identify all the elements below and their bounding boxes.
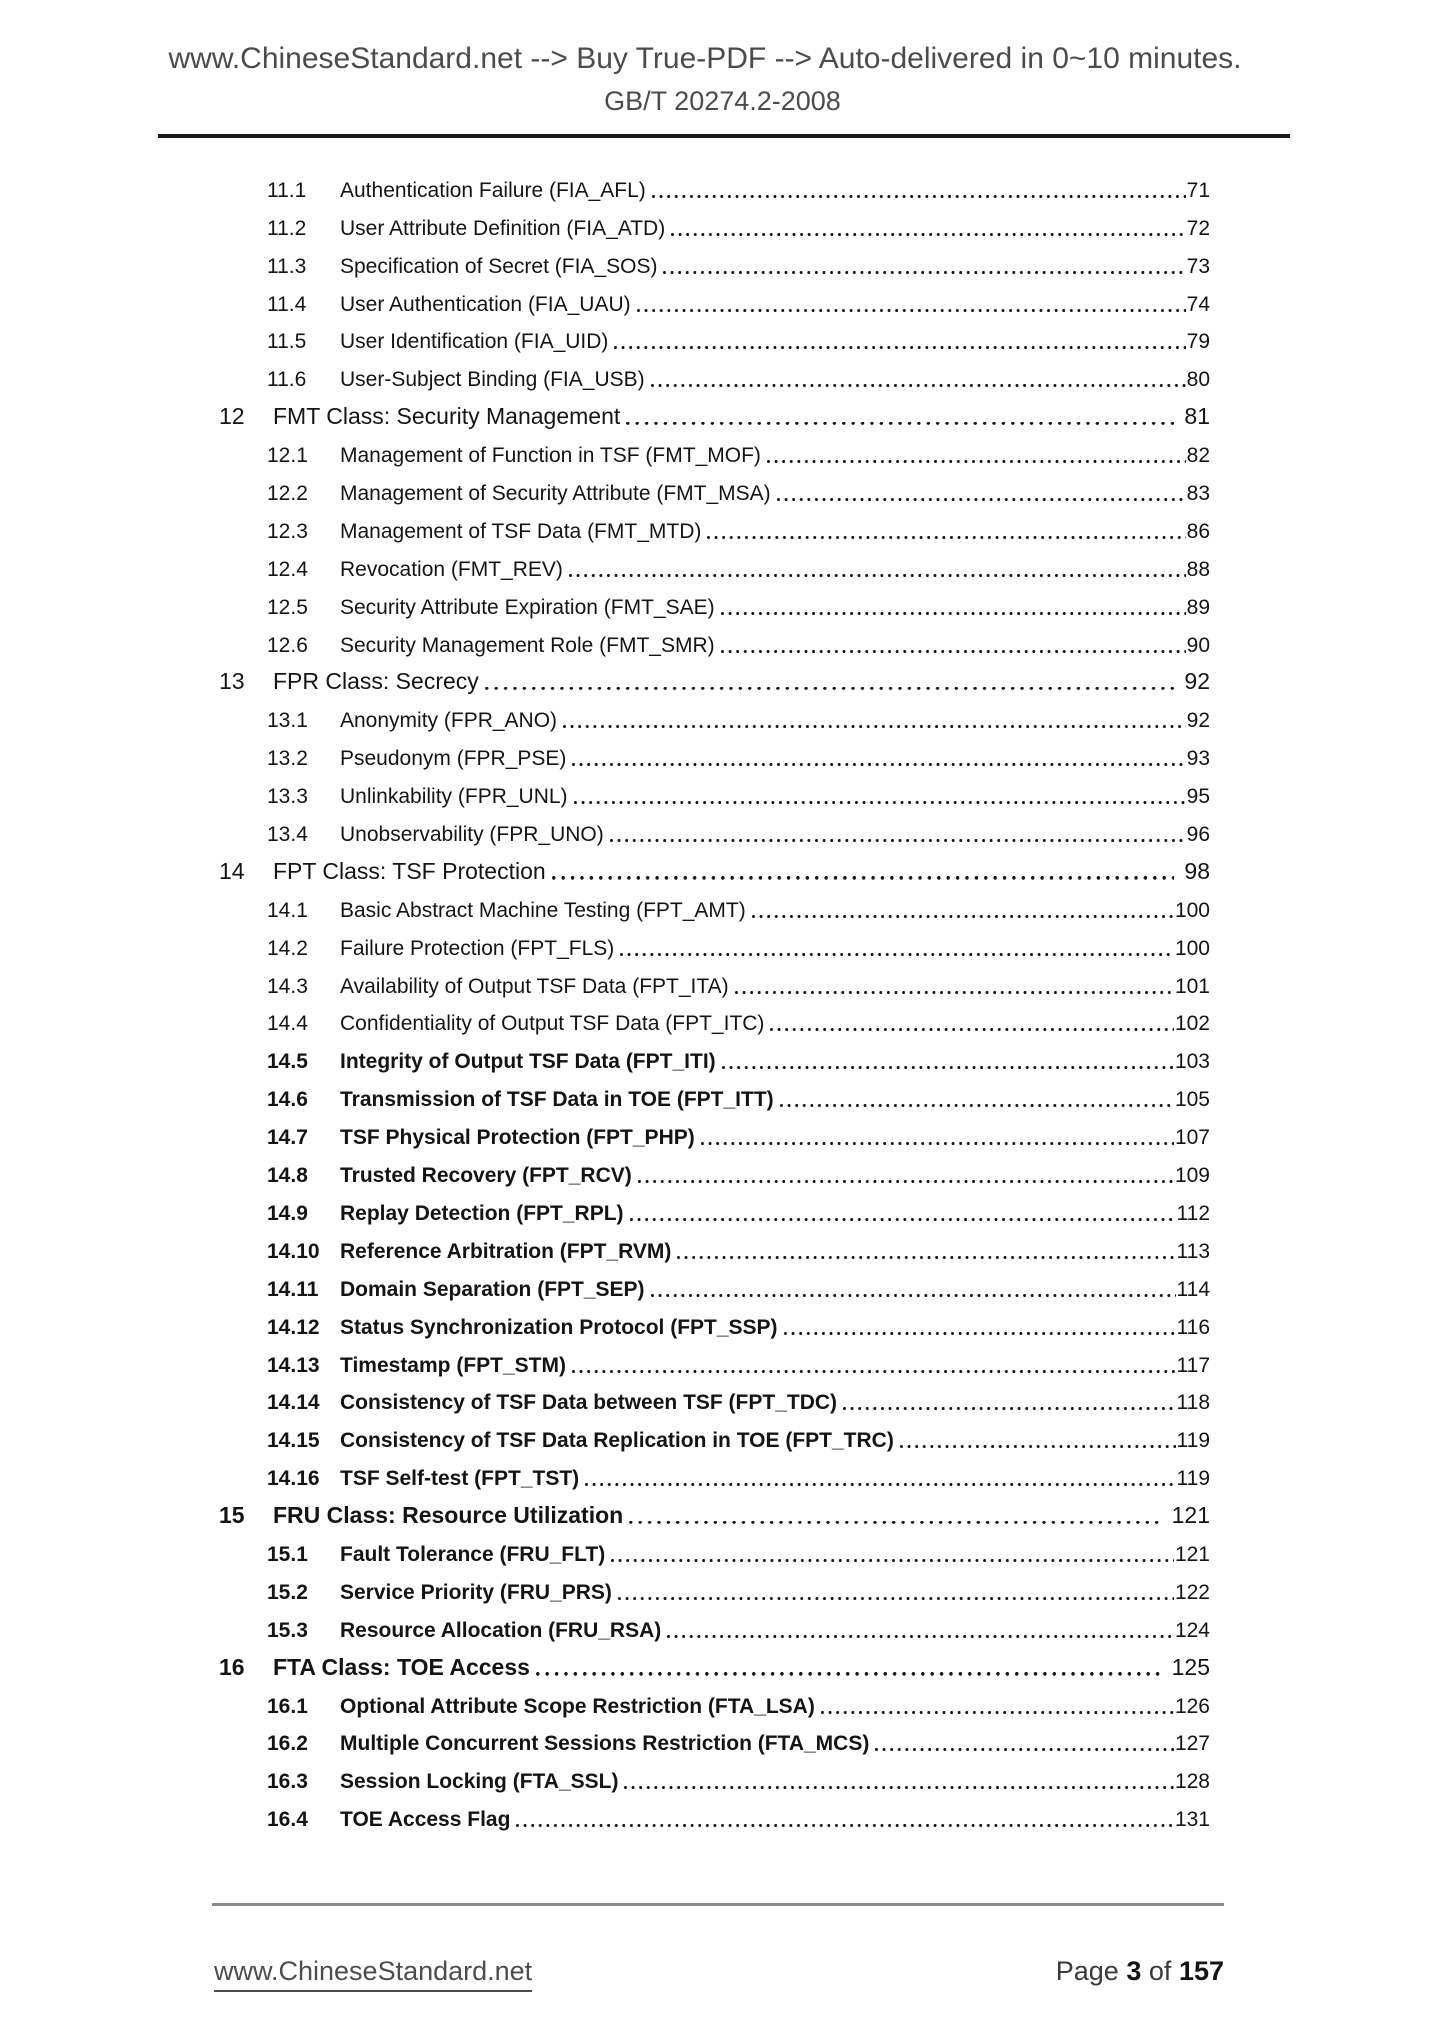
toc-entry-title: Replay Detection (FPT_RPL) [340,1201,624,1225]
toc-entry-page-number: 119 [1176,1467,1210,1491]
toc-entry-title: TOE Access Flag [340,1808,511,1832]
toc-dot-leader [721,650,1186,653]
toc-entry-page-number: 113 [1176,1239,1210,1263]
toc-entry-title: Availability of Output TSF Data (FPT_ITA) [340,974,729,998]
toc-dot-leader [701,1142,1174,1145]
toc-entry [219,1384,1210,1422]
toc-entry [219,1156,1210,1194]
toc-entry [219,853,1210,891]
toc-entry-number: 11.2 [267,216,307,240]
toc-entry [219,1042,1210,1080]
toc-entry [219,1346,1210,1384]
toc-dot-leader [552,876,1175,880]
toc-dot-leader [626,422,1174,426]
toc-dot-leader [569,574,1186,577]
toc-entry-number: 12.1 [267,444,308,468]
toc-entry-page-number: 121 [1174,1542,1210,1566]
toc-entry-page-number: 93 [1186,747,1210,771]
toc-entry [219,1080,1210,1118]
toc-entry-title: Timestamp (FPT_STM) [340,1353,566,1377]
toc-entry-number: 13.4 [267,823,308,847]
toc-entry [219,1800,1210,1838]
toc-dot-leader [767,460,1186,463]
toc-entry [219,929,1210,967]
footer-of-label: of [1148,1956,1172,1986]
toc-entry-page-number: 92 [1184,668,1210,695]
toc-entry [219,247,1210,285]
toc-dot-leader [900,1445,1176,1448]
toc-entry-title: Status Synchronization Protocol (FPT_SSP) [340,1315,778,1339]
toc-entry-number: 15.1 [267,1542,308,1566]
toc-entry-page-number: 81 [1184,403,1210,430]
toc-entry-page-number: 124 [1174,1618,1210,1642]
toc-entry-page-number: 117 [1176,1353,1210,1377]
toc-entry-number: 14.15 [267,1429,320,1453]
toc-entry-page-number: 88 [1186,557,1210,581]
toc-dot-leader [784,1332,1176,1335]
footer-page-label: Page [1055,1956,1119,1986]
toc-entry-number: 14.6 [267,1088,308,1112]
toc-entry-number: 14 [219,857,245,884]
toc-entry-title: Unobservability (FPR_UNO) [340,823,604,847]
toc-entry-number: 14.12 [267,1315,320,1339]
toc-dot-leader [721,612,1186,615]
toc-entry-title: Failure Protection (FPT_FLS) [340,936,615,960]
toc-entry-title: Domain Separation (FPT_SEP) [340,1277,645,1301]
toc-entry-page-number: 80 [1186,368,1210,392]
footer-site-link[interactable]: www.ChineseStandard.net [214,1956,532,1992]
toc-entry [219,701,1210,739]
toc-entry-page-number: 128 [1174,1770,1210,1794]
toc-entry-number: 12 [219,403,245,430]
toc-entry [219,550,1210,588]
toc-entry-title: Session Locking (FTA_SSL) [340,1770,619,1794]
toc-entry [219,815,1210,853]
toc-entry [219,588,1210,626]
toc-entry-number: 14.9 [267,1201,308,1225]
toc-entry-title: FRU Class: Resource Utilization [273,1502,624,1529]
toc-entry-title: FTA Class: TOE Access [273,1653,530,1680]
toc-entry-title: TSF Self-test (FPT_TST) [340,1467,580,1491]
toc-entry [219,1535,1210,1573]
toc-entry-title: Transmission of TSF Data in TOE (FPT_ITT) [340,1088,774,1112]
footer-divider [212,1903,1224,1906]
toc-entry-number: 11.5 [267,330,307,354]
toc-entry-number: 15 [219,1502,245,1529]
toc-entry [219,1194,1210,1232]
toc-dot-leader [780,1104,1174,1107]
toc-dot-leader [610,839,1186,842]
toc-dot-leader [651,384,1186,387]
toc-entry [219,398,1210,436]
toc-entry-page-number: 102 [1174,1012,1210,1036]
toc-entry [219,1459,1210,1497]
toc-entry-page-number: 109 [1174,1164,1210,1188]
toc-entry-page-number: 71 [1186,178,1210,202]
toc-entry-number: 12.3 [267,519,308,543]
toc-entry [219,1308,1210,1346]
toc-entry-page-number: 127 [1174,1732,1210,1756]
toc-entry-page-number: 83 [1186,482,1210,506]
toc-entry [219,664,1210,702]
toc-entry-number: 16 [219,1653,245,1680]
toc-entry-number: 16.2 [267,1732,308,1756]
toc-dot-leader [777,498,1186,501]
toc-entry-number: 12.6 [267,633,308,657]
toc-entry [219,1649,1210,1687]
toc-entry-title: Optional Attribute Scope Restriction (FTA_LSA) [340,1694,815,1718]
toc-entry-number: 14.13 [267,1353,320,1377]
toc-entry-title: Consistency of TSF Data between TSF (FPT_TDC) [340,1391,838,1415]
toc-dot-leader [572,1370,1176,1373]
toc-entry [219,1573,1210,1611]
toc-entry-number: 11.6 [267,368,307,392]
footer-page-indicator [1056,1956,1224,1987]
toc-entry-page-number: 119 [1176,1429,1210,1453]
toc-dot-leader [677,1256,1175,1259]
toc-entry-number: 11.1 [267,178,307,202]
toc-entry-number: 12.2 [267,482,308,506]
toc-entry [219,1762,1210,1800]
toc-entry [219,512,1210,550]
toc-entry-page-number: 107 [1174,1126,1210,1150]
toc-entry-number: 13.2 [267,747,308,771]
toc-entry [219,171,1210,209]
toc-entry-number: 14.4 [267,1012,308,1036]
toc-entry-number: 16.4 [267,1808,308,1832]
toc-dot-leader [485,687,1175,691]
toc-dot-leader [624,1786,1173,1789]
toc-dot-leader [637,309,1186,312]
toc-entry-page-number: 86 [1186,519,1210,543]
toc-entry-number: 13.1 [267,709,308,733]
toc-entry [219,1497,1210,1535]
toc-entry-title: User Authentication (FIA_UAU) [340,292,631,316]
toc-entry-number: 15.3 [267,1618,308,1642]
toc-dot-leader [630,1218,1176,1221]
toc-dot-leader [638,1180,1174,1183]
toc-entry-page-number: 100 [1174,936,1210,960]
toc-entry-title: Resource Allocation (FRU_RSA) [340,1618,662,1642]
toc-dot-leader [752,915,1174,918]
toc-entry-page-number: 96 [1186,823,1210,847]
toc-entry [219,436,1210,474]
toc-dot-leader [843,1407,1175,1410]
table-of-contents [219,171,1210,1838]
toc-entry-number: 14.3 [267,974,308,998]
toc-dot-leader [652,195,1186,198]
toc-entry-title: Multiple Concurrent Sessions Restriction (FTA_MCS) [340,1732,870,1756]
toc-entry-number: 14.2 [267,936,308,960]
toc-dot-leader [572,763,1185,766]
toc-entry-page-number: 95 [1186,785,1210,809]
toc-entry-title: Revocation (FMT_REV) [340,557,563,581]
toc-dot-leader [663,271,1185,274]
toc-entry-title: User Identification (FIA_UID) [340,330,609,354]
toc-entry-title: Confidentiality of Output TSF Data (FPT_ITC) [340,1012,765,1036]
toc-entry-number: 14.5 [267,1050,308,1074]
toc-entry-title: FPR Class: Secrecy [273,668,479,695]
toc-entry-page-number: 112 [1176,1201,1210,1225]
toc-entry-title: Basic Abstract Machine Testing (FPT_AMT) [340,898,746,922]
toc-entry-page-number: 122 [1174,1580,1210,1604]
toc-entry-page-number: 103 [1174,1050,1210,1074]
toc-entry-title: Authentication Failure (FIA_AFL) [340,178,646,202]
toc-dot-leader [618,1597,1174,1600]
toc-entry-page-number: 126 [1174,1694,1210,1718]
toc-entry-number: 12.4 [267,557,308,581]
toc-entry [219,626,1210,664]
toc-entry [219,1232,1210,1270]
toc-entry [219,1687,1210,1725]
toc-entry-title: Integrity of Output TSF Data (FPT_ITI) [340,1050,716,1074]
toc-entry-number: 14.16 [267,1467,320,1491]
toc-entry-title: Specification of Secret (FIA_SOS) [340,254,658,278]
footer-page-total: 157 [1178,1956,1224,1986]
toc-entry-title: User Attribute Definition (FIA_ATD) [340,216,666,240]
toc-entry-number: 14.11 [267,1277,319,1301]
toc-entry-title: Service Priority (FRU_PRS) [340,1580,612,1604]
toc-dot-leader [722,1066,1174,1069]
toc-entry [219,777,1210,815]
toc-entry-page-number: 100 [1174,898,1210,922]
toc-entry [219,1270,1210,1308]
toc-dot-leader [821,1711,1174,1714]
toc-entry-page-number: 92 [1186,709,1210,733]
toc-dot-leader [516,1824,1174,1827]
toc-entry-number: 11.3 [267,254,307,278]
toc-entry [219,1118,1210,1156]
toc-dot-leader [875,1748,1174,1751]
toc-entry-number: 14.14 [267,1391,320,1415]
toc-entry-number: 11.4 [267,292,307,316]
toc-entry-number: 14.1 [267,898,308,922]
toc-dot-leader [585,1483,1175,1486]
toc-entry-number: 13.3 [267,785,308,809]
toc-dot-leader [611,1559,1174,1562]
toc-entry-title: Consistency of TSF Data Replication in TOE (FPT_TRC) [340,1429,894,1453]
toc-entry-title: Trusted Recovery (FPT_RCV) [340,1164,632,1188]
toc-entry-page-number: 121 [1171,1502,1210,1529]
toc-entry-title: Management of TSF Data (FMT_MTD) [340,519,702,543]
footer-page-current: 3 [1126,1956,1142,1986]
toc-entry-page-number: 79 [1186,330,1210,354]
toc-entry-title: Management of Security Attribute (FMT_MSA) [340,482,771,506]
toc-entry-page-number: 72 [1186,216,1210,240]
toc-entry-page-number: 82 [1186,444,1210,468]
toc-entry-title: FPT Class: TSF Protection [273,857,546,884]
toc-entry [219,967,1210,1005]
toc-entry-page-number: 131 [1174,1808,1210,1832]
toc-entry-number: 16.1 [267,1694,308,1718]
toc-entry-title: Reference Arbitration (FPT_RVM) [340,1239,672,1263]
toc-entry [219,1725,1210,1763]
toc-entry-number: 13 [219,668,245,695]
toc-dot-leader [536,1672,1162,1676]
toc-entry-title: TSF Physical Protection (FPT_PHP) [340,1126,695,1150]
toc-entry [219,209,1210,247]
toc-entry-number: 16.3 [267,1770,308,1794]
toc-entry-number: 14.10 [267,1239,320,1263]
toc-entry-title: Management of Function in TSF (FMT_MOF) [340,444,761,468]
toc-entry-page-number: 125 [1171,1653,1210,1680]
header-promo-text: www.ChineseStandard.net --> Buy True-PDF --> Auto-delivered in 0~10 minutes. [168,42,1242,75]
toc-dot-leader [651,1294,1176,1297]
toc-entry-title: Security Attribute Expiration (FMT_SAE) [340,595,715,619]
toc-entry-page-number: 118 [1176,1391,1210,1415]
toc-dot-leader [563,725,1186,728]
document-number: GB/T 20274.2-2008 [604,86,841,116]
toc-entry [219,474,1210,512]
toc-entry-title: Fault Tolerance (FRU_FLT) [340,1542,606,1566]
toc-entry-page-number: 90 [1186,633,1210,657]
toc-entry-page-number: 105 [1174,1088,1210,1112]
toc-entry [219,739,1210,777]
toc-entry-page-number: 73 [1186,254,1210,278]
toc-dot-leader [770,1028,1174,1031]
toc-entry-page-number: 114 [1176,1277,1210,1301]
toc-entry-number: 14.7 [267,1126,308,1150]
toc-entry [219,1611,1210,1649]
toc-entry [219,323,1210,361]
header-divider [158,134,1290,138]
toc-dot-leader [735,991,1174,994]
toc-dot-leader [620,953,1174,956]
toc-dot-leader [667,1635,1174,1638]
toc-dot-leader [574,801,1186,804]
toc-entry [219,285,1210,323]
toc-entry-page-number: 116 [1176,1315,1210,1339]
toc-entry [219,360,1210,398]
toc-entry-title: User-Subject Binding (FIA_USB) [340,368,645,392]
toc-entry-title: FMT Class: Security Management [273,403,621,430]
toc-entry [219,891,1210,929]
toc-entry-title: Unlinkability (FPR_UNL) [340,785,568,809]
toc-entry-number: 15.2 [267,1580,308,1604]
toc-dot-leader [614,346,1185,349]
toc-entry-number: 12.5 [267,595,308,619]
toc-dot-leader [707,536,1185,539]
toc-entry-title: Anonymity (FPR_ANO) [340,709,558,733]
toc-entry-page-number: 74 [1186,292,1210,316]
toc-entry-title: Pseudonym (FPR_PSE) [340,747,567,771]
toc-entry [219,1421,1210,1459]
toc-entry-page-number: 98 [1184,857,1210,884]
toc-dot-leader [629,1521,1161,1525]
toc-entry-number: 14.8 [267,1164,308,1188]
toc-dot-leader [671,233,1185,236]
toc-entry-title: Security Management Role (FMT_SMR) [340,633,715,657]
toc-entry-page-number: 89 [1186,595,1210,619]
toc-entry-page-number: 101 [1174,974,1210,998]
toc-entry [219,1005,1210,1043]
